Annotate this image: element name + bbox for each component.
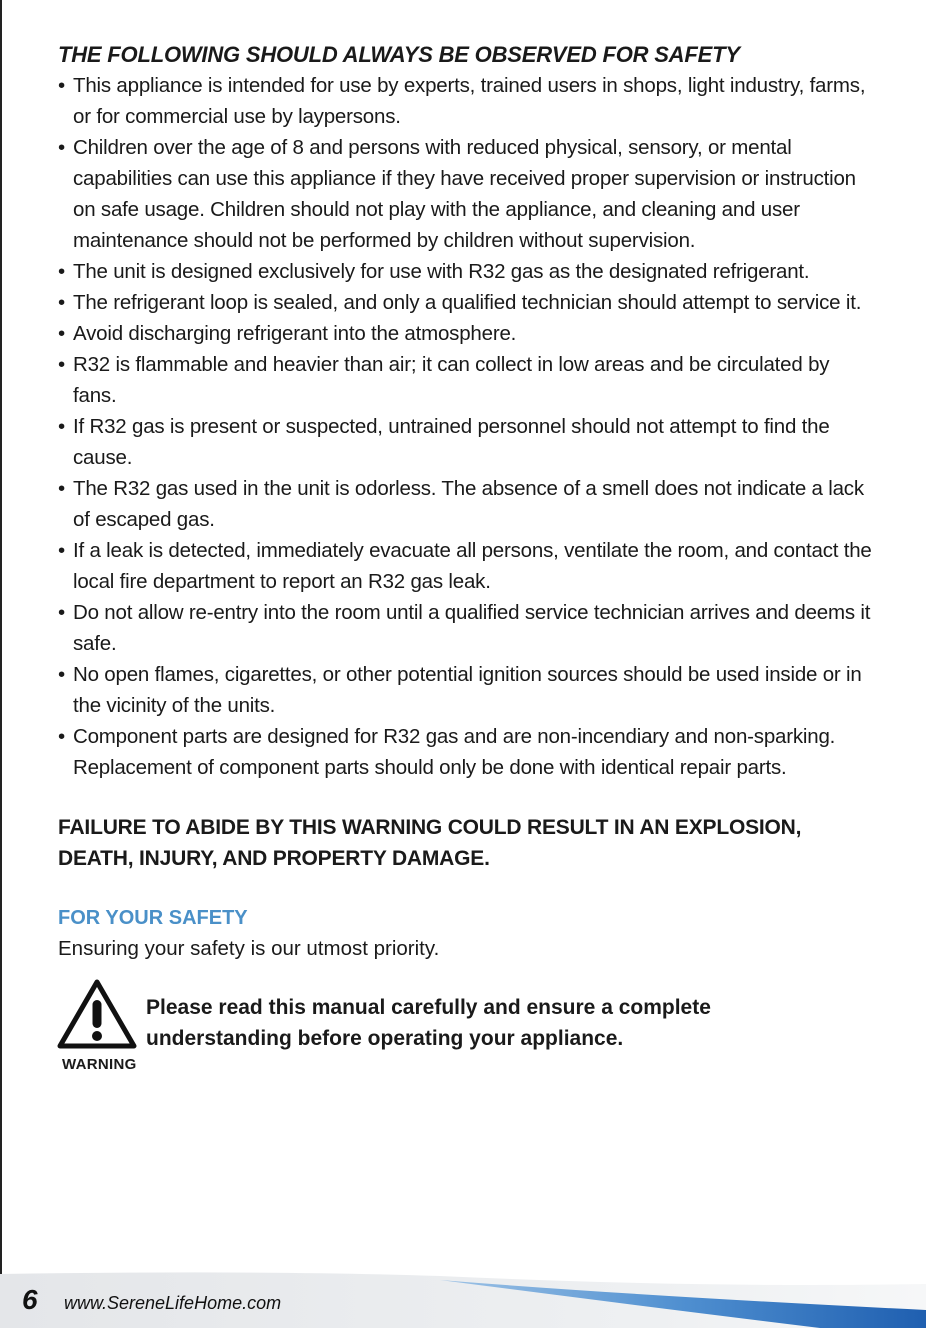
page-number: 6 [22,1284,38,1315]
website-url: www.SereneLifeHome.com [64,1293,282,1313]
failure-warning-text: FAILURE TO ABIDE BY THIS WARNING COULD RESULT IN AN EXPLOSION, DEATH, INJURY, AND PROPERTY DAMAGE. [58,816,802,870]
safety-bullet-list [58,70,878,783]
list-item: • Children over the age of 8 and persons with reduced physical, sensory, or mental capabilities can use this appliance if they have received proper supervision or instruction on safe usage. Children should not play with the appliance, and cleaning and user maintenance should not be performed by children without supervision. [58,132,878,256]
safety-heading: THE FOLLOWING SHOULD ALWAYS BE OBSERVED FOR SAFETY [58,42,740,67]
list-item: • R32 is flammable and heavier than air; it can collect in low areas and be circulated by fans. [58,349,878,411]
page-footer [0,1266,926,1328]
list-item: • The unit is designed exclusively for use with R32 gas as the designated refrigerant. [58,256,878,287]
safety-subtext: Ensuring your safety is our utmost priority. [58,937,440,960]
for-your-safety-heading: FOR YOUR SAFETY [58,907,248,929]
list-item: • Do not allow re-entry into the room until a qualified service technician arrives and deems it safe. [58,597,878,659]
list-item: • This appliance is intended for use by experts, trained users in shops, light industry, farms, or for commercial use by laypersons. [58,70,878,132]
list-item: • Avoid discharging refrigerant into the atmosphere. [58,318,878,349]
warning-triangle-icon [56,978,138,1050]
list-item: • If a leak is detected, immediately evacuate all persons, ventilate the room, and contact the local fire department to report an R32 gas leak. [58,535,878,597]
page-content [58,40,878,1078]
list-item: • No open flames, cigarettes, or other potential ignition sources should be used inside or in the vicinity of the units. [58,659,878,721]
list-item: • Component parts are designed for R32 gas and are non-incendiary and non-sparking. Replacement of component parts should only be done with identical repair parts. [58,721,878,783]
list-item: • If R32 gas is present or suspected, untrained personnel should not attempt to find the cause. [58,411,878,473]
list-item: • The R32 gas used in the unit is odorless. The absence of a smell does not indicate a lack of escaped gas. [58,473,878,535]
list-item: • The refrigerant loop is sealed, and only a qualified technician should attempt to service it. [58,287,878,318]
warning-label: WARNING [62,1056,137,1073]
warning-block [58,978,878,1078]
warning-text: Please read this manual carefully and ensure a complete understanding before operating your appliance. [146,996,711,1050]
